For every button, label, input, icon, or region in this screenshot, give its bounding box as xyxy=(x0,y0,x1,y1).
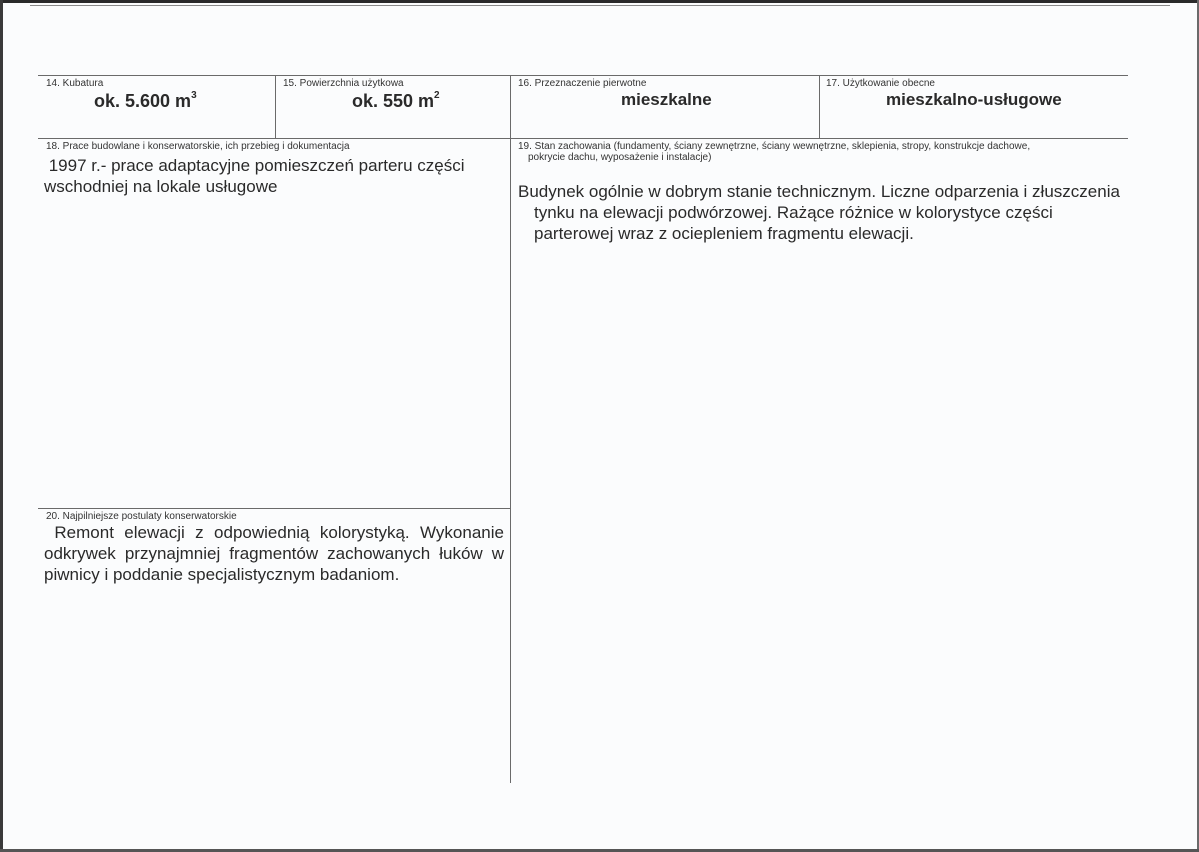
field-19-label-line: pokrycie dachu, wyposażenie i instalacje) xyxy=(528,152,712,163)
top-rule xyxy=(30,5,1170,6)
field-20-label: 20. Najpilniejsze postulaty konserwatorskie xyxy=(46,511,237,522)
scan-border-left xyxy=(0,0,3,852)
field-15-value-text: ok. 550 m xyxy=(352,91,435,111)
field-18-text xyxy=(44,155,504,197)
field-15-value xyxy=(352,90,440,112)
field-14-unit-superscript: 3 xyxy=(191,90,197,101)
col-divider-16-17 xyxy=(819,75,820,138)
row2-left-bottom-line xyxy=(38,508,510,509)
field-19-line: parterowej wraz z ociepleniem fragmentu elewacji. xyxy=(534,224,914,243)
col-divider-main xyxy=(510,75,511,783)
table-top-line xyxy=(38,75,1128,76)
field-16-value: mieszkalne xyxy=(621,90,712,109)
field-19-line: tynku na elewacji podwórzowej. Rażące różnice w kolorystyce części xyxy=(534,203,1053,222)
field-15-unit-superscript: 2 xyxy=(434,90,440,101)
field-19-line: Budynek ogólnie w dobrym stanie technicznym. Liczne odparzenia i złuszczenia xyxy=(518,182,1120,201)
col-divider-14-15 xyxy=(275,75,276,138)
field-14-value-text: ok. 5.600 m xyxy=(94,91,192,111)
field-18-line: wschodniej na lokale usługowe xyxy=(44,177,278,196)
field-14-value xyxy=(94,90,197,112)
field-20-line: Remont elewacji z odpowiednią kolorystyką. Wykonanie xyxy=(44,523,504,542)
field-19-label xyxy=(518,141,1030,163)
field-20-text xyxy=(44,522,504,585)
row1-bottom-line xyxy=(38,138,1128,139)
field-20-line: piwnicy i poddanie specjalistycznym badaniom. xyxy=(44,565,400,584)
field-17-value: mieszkalno-usługowe xyxy=(886,90,1062,109)
scan-border-top xyxy=(0,0,1199,3)
field-19-text xyxy=(518,181,1128,244)
field-18-label: 18. Prace budowlane i konserwatorskie, ich przebieg i dokumentacja xyxy=(46,141,350,152)
field-17-label: 17. Użytkowanie obecne xyxy=(826,78,935,89)
field-18-line: 1997 r.- prace adaptacyjne pomieszczeń parteru części xyxy=(44,156,465,175)
field-14-label: 14. Kubatura xyxy=(46,78,104,89)
field-20-line: odkrywek przynajmniej fragmentów zachowanych łuków w xyxy=(44,544,504,563)
field-15-label: 15. Powierzchnia użytkowa xyxy=(283,78,404,89)
field-16-label: 16. Przeznaczenie pierwotne xyxy=(518,78,647,89)
field-19-label-line: 19. Stan zachowania (fundamenty, ściany zewnętrzne, ściany wewnętrzne, sklepienia, stropy, konstrukcje dachowe, xyxy=(518,141,1031,152)
